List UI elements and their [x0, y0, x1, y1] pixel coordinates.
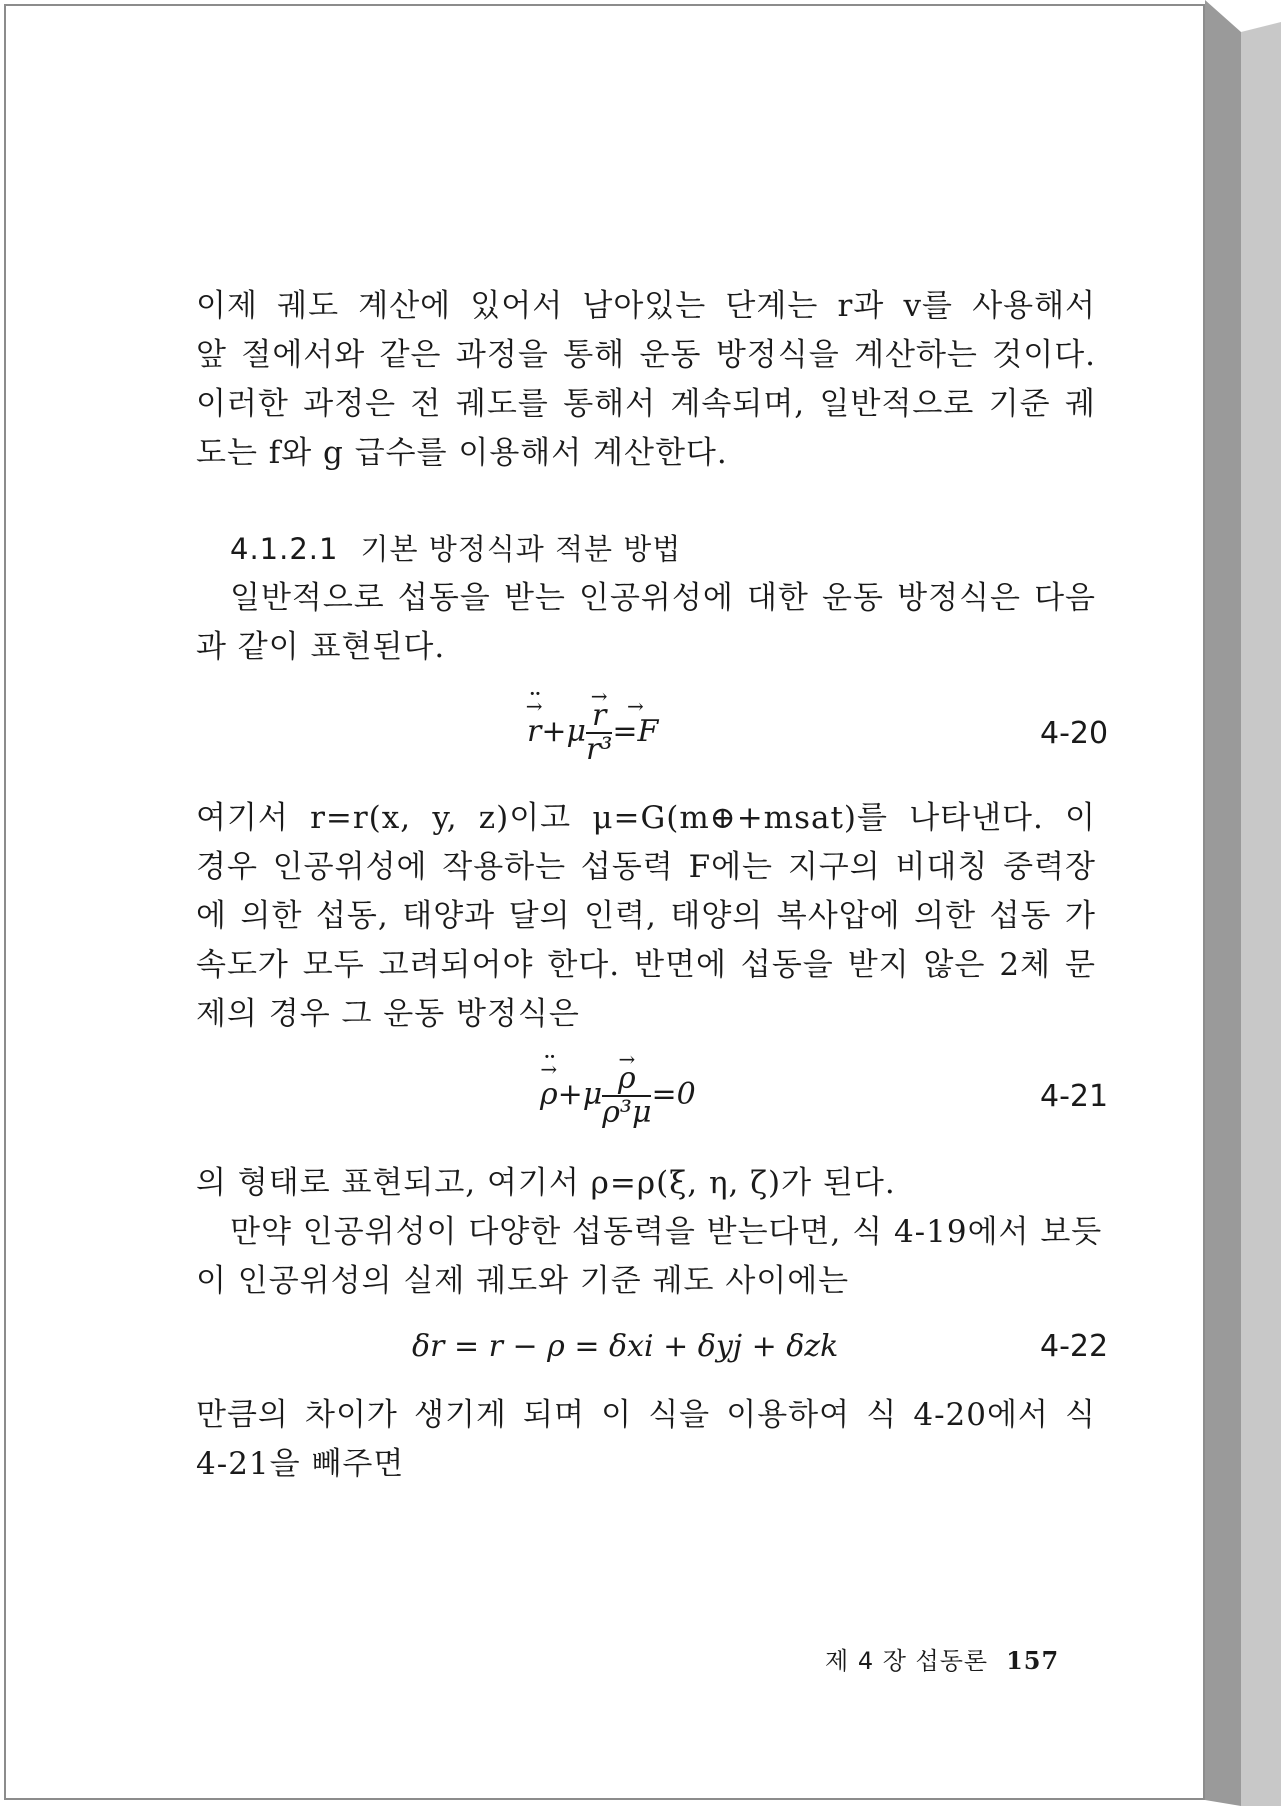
- p4-line-2: 만약 인공위성이 다양한 섭동력을 받는다면, 식 4-19에서 보듯: [230, 1214, 1103, 1250]
- p4-line-1: 의 형태로 표현되고, 여기서 ρ=ρ(ξ, η, ζ)가 된다.: [196, 1165, 896, 1201]
- section-number: 4.1.2.1: [230, 532, 339, 566]
- p3-line-4: 속도가 모두 고려되어야 한다. 반면에 섭동을 받지 않은 2체 문: [196, 947, 1096, 983]
- p1-line-1: 이제 궤도 계산에 있어서 남아있는 단계는 r과 v를 사용해서: [196, 288, 1096, 324]
- page-number: 157: [1006, 1646, 1060, 1675]
- equation-number-4-21: 4-21: [1040, 1079, 1109, 1114]
- p1-line-4: 도는 f와 g 급수를 이용해서 계산한다.: [196, 435, 728, 471]
- eq2-lhs: → ρ ··: [540, 1077, 558, 1112]
- p3-line-2: 경우 인공위성에 작용하는 섭동력 F에는 지구의 비대칭 중력장: [196, 849, 1096, 885]
- page-footer: [825, 1641, 1059, 1676]
- equation-number-4-20: 4-20: [1040, 716, 1109, 751]
- equation-4-20: [527, 700, 658, 766]
- p3-line-1: 여기서 r=r(x, y, z)이고 μ=G(m⊕+msat)를 나타낸다. 이: [196, 800, 1096, 836]
- eq2-denominator: ρ³μ: [602, 1095, 652, 1130]
- eq2-fraction: [602, 1063, 651, 1129]
- p1-line-3: 이러한 과정은 전 궤도를 통해서 계속되며, 일반적으로 기준 궤: [196, 386, 1096, 422]
- p1-line-2: 앞 절에서와 같은 과정을 통해 운동 방정식을 계산하는 것이다.: [196, 337, 1096, 373]
- eq2-rhs: =0: [651, 1077, 696, 1112]
- eq1-rhs: → =F: [612, 714, 658, 749]
- eq1-numerator: → r: [592, 700, 606, 732]
- equation-4-22: δr = r − ρ = δxi + δyj + δzk: [412, 1329, 839, 1364]
- p5-line-2: 4-21을 빼주면: [196, 1446, 405, 1482]
- eq1-denominator: r³: [585, 732, 613, 767]
- eq1-plus-mu: +μ: [541, 714, 586, 749]
- eq2-numerator: → ρ: [618, 1063, 636, 1095]
- p5-line-1: 만큼의 차이가 생기게 되며 이 식을 이용하여 식 4-20에서 식: [196, 1397, 1096, 1433]
- p2-line-2: 과 같이 표현된다.: [196, 629, 446, 665]
- eq2-plus-mu: +μ: [557, 1077, 603, 1112]
- p4-line-3: 이 인공위성의 실제 궤도와 기준 궤도 사이에는: [196, 1263, 850, 1299]
- p3-line-3: 에 의한 섭동, 태양과 달의 인력, 태양의 복사압에 의한 섭동 가: [196, 898, 1096, 934]
- p3-line-5: 제의 경우 그 운동 방정식은: [196, 996, 580, 1032]
- section-heading: [230, 529, 681, 569]
- p2-line-1: 일반적으로 섭동을 받는 인공위성에 대한 운동 방정식은 다음: [230, 580, 1096, 616]
- eq1-fraction: [586, 700, 612, 766]
- chapter-label: 제 4 장 섭동론: [825, 1647, 989, 1675]
- eq1-lhs: → r ··: [527, 714, 541, 749]
- equation-number-4-22: 4-22: [1040, 1329, 1109, 1364]
- equation-4-21: [540, 1063, 696, 1129]
- book-spine-edge: [1205, 0, 1281, 1806]
- section-title: 기본 방정식과 적분 방법: [360, 532, 682, 566]
